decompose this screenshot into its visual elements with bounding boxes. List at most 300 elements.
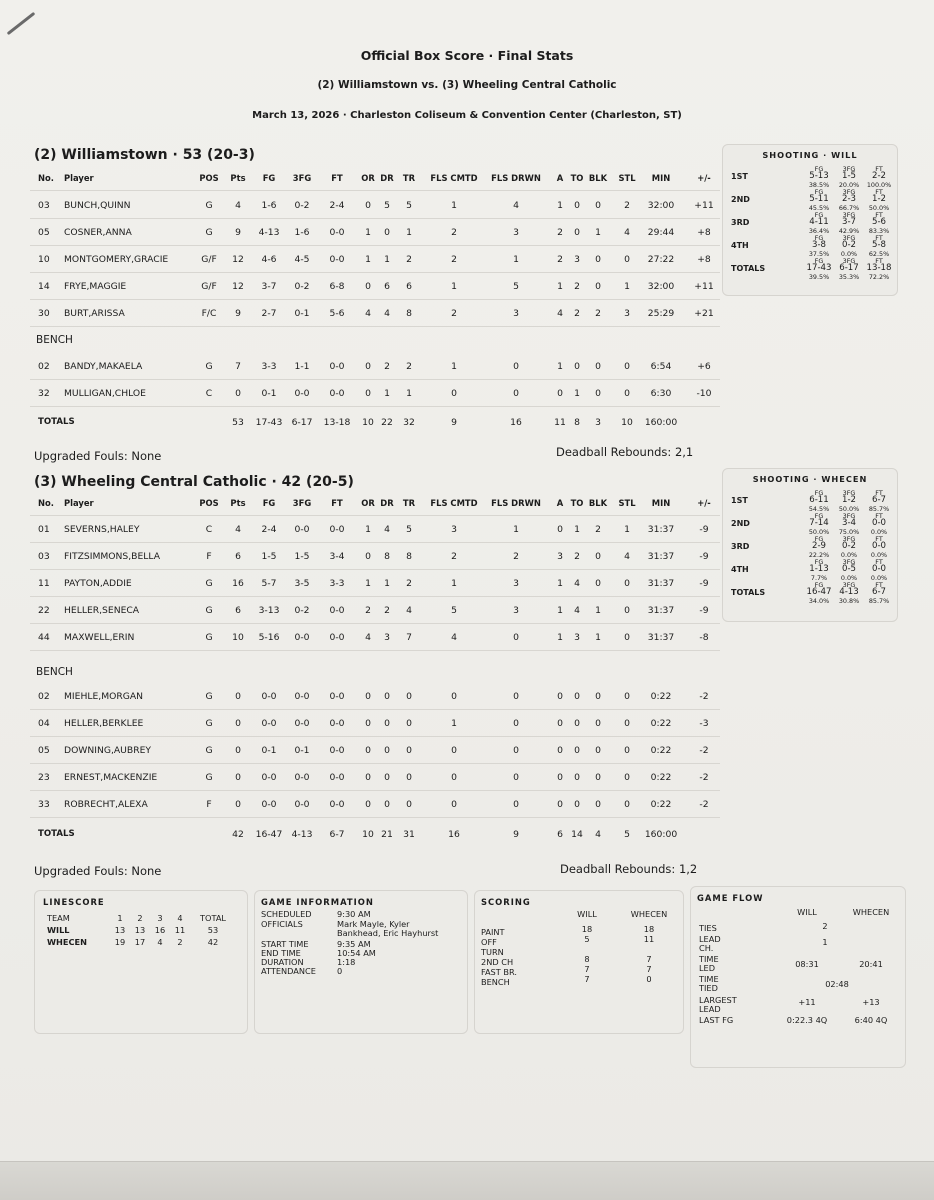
scoring-will-value: 7: [584, 974, 590, 984]
home-starter-row: [30, 247, 720, 273]
away-starter-row-fg: 5-16: [258, 632, 280, 643]
away-col-head-3fg: 3FG: [292, 498, 312, 508]
home-starter-row-fls-drwn: 1: [513, 254, 519, 265]
home-bench-row-3fg: 1-1: [294, 361, 310, 372]
away-bench-row-pos: G: [205, 691, 213, 702]
game-flow-head-whecen: WHECEN: [852, 907, 890, 917]
home-column-header-row: [30, 166, 720, 192]
time-tied-label-2: TIED: [699, 983, 718, 993]
away-col-head-tr: TR: [402, 498, 416, 508]
away-bench-row: [30, 792, 720, 818]
row-divider: [30, 650, 720, 651]
away-starter-row-dr: 2: [384, 605, 390, 616]
away-bench-row-fg: 0-0: [261, 691, 277, 702]
away-shoot-head-ft: FT: [875, 581, 883, 589]
scoring-whecen-value: 11: [643, 934, 655, 944]
home-bench-row: [30, 354, 720, 380]
away-shoot-pct: 54.5%: [808, 505, 830, 513]
away-totals-row-fg: 16-47: [255, 829, 283, 840]
home-shoot-pct: 66.7%: [838, 204, 860, 212]
away-bench-row-min: 0:22: [650, 799, 672, 810]
away-shoot-period-label: 4TH: [731, 565, 749, 574]
home-bench-row-pts: 7: [235, 361, 241, 372]
away-bench-row-pts: 0: [235, 772, 241, 783]
row-divider: [30, 623, 720, 624]
scoring-will-value: 7: [584, 964, 590, 974]
home-totals-row-3fg: 6-17: [291, 417, 313, 428]
home-starter-row-3fg: 1-6: [294, 227, 310, 238]
home-bench-row-to: 0: [574, 361, 580, 372]
page-title: Official Box Score · Final Stats: [360, 48, 574, 63]
home-col-head-pos: POS: [199, 173, 219, 183]
away-shoot-pct: 50.0%: [808, 528, 830, 536]
row-divider: [30, 326, 720, 327]
linescore-whecen-q1: 19: [114, 937, 126, 947]
home-starter-row-blk: 1: [595, 227, 601, 238]
away-bench-row-or: 0: [365, 718, 371, 729]
home-bench-row-a: 0: [557, 388, 563, 399]
home-shoot-pct: 72.2%: [868, 273, 890, 281]
home-bench-row-dr: 1: [384, 388, 390, 399]
linescore-will-q1: 13: [114, 925, 126, 935]
away-col-head-blk: BLK: [588, 498, 608, 508]
away-bench-row-a: 0: [557, 745, 563, 756]
home-col-head-no: No.: [38, 173, 54, 183]
home-starter-row-stl: 4: [624, 227, 630, 238]
away-starter-row-fls-drwn: 1: [513, 524, 519, 535]
away-starter-row-min: 31:37: [647, 578, 675, 589]
home-col-head-stl: STL: [618, 173, 636, 183]
home-bench-row-ft: 0-0: [329, 388, 345, 399]
home-shoot-period-label: 2ND: [731, 195, 750, 204]
home-starter-row-ft: 0-0: [329, 254, 345, 265]
home-bench-row-min: 6:54: [650, 361, 672, 372]
away-totals-row-a: 6: [557, 829, 563, 840]
home-bench-row-to: 1: [574, 388, 580, 399]
away-starter-row-blk: 1: [595, 632, 601, 643]
away-shoot-value: 1-13: [809, 564, 829, 574]
duration-label: DURATION: [261, 957, 304, 967]
away-totals-row-or: 10: [362, 829, 374, 840]
home-starter-row-tr: 5: [406, 200, 412, 211]
away-shoot-value: 6-7: [871, 495, 887, 505]
home-starter-row-min: 29:44: [647, 227, 675, 238]
last-fg-will: 0:22.3 4Q: [786, 1015, 828, 1025]
away-starter-row-stl: 1: [624, 524, 630, 535]
home-deadball-rebounds: Deadball Rebounds: 2,1: [556, 445, 694, 459]
home-shoot-pct: 62.5%: [868, 250, 890, 258]
away-starter-row-min: 31:37: [647, 632, 675, 643]
away-bench-row-fls-cmtd: 0: [451, 745, 457, 756]
home-starter-row-blk: 0: [595, 200, 601, 211]
away-starter-row-fls-drwn: 3: [513, 578, 519, 589]
lead-changes-value: 1: [822, 937, 828, 947]
away-totals-row-to: 14: [571, 829, 583, 840]
home-totals-row-dr: 22: [381, 417, 393, 428]
away-bench-row-or: 0: [365, 691, 371, 702]
scoring-head-whecen: WHECEN: [630, 909, 668, 919]
home-starter-row-or: 0: [365, 200, 371, 211]
home-shoot-head-fg: FG: [814, 234, 824, 242]
away-shoot-value: 16-47: [806, 587, 832, 597]
away-shoot-period-label: 2ND: [731, 519, 750, 528]
scheduled-label: SCHEDULED: [261, 909, 312, 919]
away-bench-row-blk: 0: [595, 799, 601, 810]
scheduled-value: 9:30 AM: [337, 909, 371, 919]
linescore-whecen-q3: 4: [157, 937, 163, 947]
home-bench-row-pos: C: [205, 388, 213, 399]
home-col-head-fls-cmtd: FLS CMTD: [430, 173, 478, 183]
time-led-whecen: 20:41: [859, 959, 883, 969]
home-starter-row-or: 4: [365, 308, 371, 319]
scoring-row-label: 2ND CH: [481, 957, 514, 967]
away-bench-row-fls-drwn: 0: [513, 718, 519, 729]
away-shooting-title: SHOOTING · WHECEN: [752, 474, 868, 484]
home-starter-row-fls-cmtd: 1: [451, 200, 457, 211]
away-shoot-value: 0-0: [871, 541, 887, 551]
duration-value: 1:18: [337, 957, 356, 967]
home-bench-row-pts: 0: [235, 388, 241, 399]
time-tied-value: 02:48: [825, 979, 849, 989]
home-starter-row-dr: 0: [384, 227, 390, 238]
away-starter-row-min: 31:37: [647, 524, 675, 535]
home-bench-row-a: 1: [557, 361, 563, 372]
attendance-label: ATTENDANCE: [261, 966, 316, 976]
away-bench-row-3fg: 0-0: [294, 691, 310, 702]
away-bench-row-fls-cmtd: 0: [451, 691, 457, 702]
row-divider: [30, 218, 720, 219]
away-starter-row-: -9: [699, 578, 709, 589]
away-deadball-rebounds: Deadball Rebounds: 1,2: [560, 862, 698, 876]
home-starter-row-3fg: 0-2: [294, 281, 310, 292]
home-starter-row-blk: 2: [595, 308, 601, 319]
home-starter-row-min: 27:22: [647, 254, 675, 265]
away-starter-row-to: 4: [574, 578, 580, 589]
home-shoot-value: 1-2: [871, 194, 887, 204]
away-starter-row-or: 2: [365, 605, 371, 616]
home-shoot-value: 6-17: [839, 263, 859, 273]
away-bench-row-a: 0: [557, 799, 563, 810]
linescore-whecen-total: 42: [207, 937, 219, 947]
away-starter-row-a: 0: [557, 524, 563, 535]
away-starter-row-: -8: [699, 632, 709, 643]
linescore-head-q2: 2: [137, 913, 143, 923]
away-bench-row-pts: 0: [235, 799, 241, 810]
home-bench-row-blk: 0: [595, 361, 601, 372]
scoring-row-label: BENCH: [481, 977, 510, 987]
away-bench-row-ft: 0-0: [329, 745, 345, 756]
home-starter-row-pts: 9: [235, 308, 241, 319]
date-venue-line: March 13, 2026 · Charleston Coliseum & Convention Center (Charleston, ST): [252, 110, 682, 121]
linescore-whecen-q2: 17: [134, 937, 146, 947]
away-shoot-pct: 0.0%: [870, 551, 888, 559]
away-starter-row-tr: 5: [406, 524, 412, 535]
home-col-head-3fg: 3FG: [292, 173, 312, 183]
away-team-title: (3) Wheeling Central Catholic · 42 (20-5): [34, 474, 354, 490]
home-team-title: (2) Williamstown · 53 (20-3): [34, 147, 255, 163]
home-starter-row-dr: 5: [384, 200, 390, 211]
home-shoot-pct: 36.4%: [808, 227, 830, 235]
away-bench-row-: -2: [699, 745, 709, 756]
away-bench-row-3fg: 0-1: [294, 745, 310, 756]
away-bench-row-stl: 0: [624, 691, 630, 702]
home-starter-row-no: 30: [38, 308, 50, 319]
away-bench-row-pos: G: [205, 772, 213, 783]
away-starter-row-fg: 2-4: [261, 524, 277, 535]
home-starter-row-fls-drwn: 3: [513, 308, 519, 319]
away-bench-row-blk: 0: [595, 718, 601, 729]
row-divider: [30, 515, 720, 516]
away-shoot-value: 2-9: [811, 541, 827, 551]
away-starter-row-player: HELLER,SENECA: [64, 605, 140, 616]
away-shoot-pct: 30.8%: [838, 597, 860, 605]
away-totals-row-fls-cmtd: 16: [448, 829, 460, 840]
away-totals-row-3fg: 4-13: [291, 829, 313, 840]
home-starter-row-player: BUNCH,QUINN: [64, 200, 131, 211]
scoring-will-value: 18: [581, 924, 593, 934]
home-bench-row-stl: 0: [624, 361, 630, 372]
home-starter-row-ft: 2-4: [329, 200, 345, 211]
scoring-will-value: 5: [584, 934, 590, 944]
away-bench-row-dr: 0: [384, 745, 390, 756]
scoring-row-label: TURN: [481, 947, 504, 957]
away-bench-row-fg: 0-0: [261, 718, 277, 729]
home-shoot-pct: 0.0%: [840, 250, 858, 258]
home-shoot-head-3fg: 3FG: [842, 234, 856, 242]
away-starter-row-fls-cmtd: 1: [451, 578, 457, 589]
home-starter-row-tr: 1: [406, 227, 412, 238]
home-starter-row-fls-cmtd: 2: [451, 254, 457, 265]
away-shoot-value: 6-11: [809, 495, 829, 505]
home-starter-row-fls-drwn: 4: [513, 200, 519, 211]
home-shoot-period-label: 3RD: [731, 218, 750, 227]
home-bench-row-pos: G: [205, 361, 213, 372]
linescore-title: LINESCORE: [43, 897, 105, 907]
home-shoot-head-fg: FG: [814, 188, 824, 196]
scoring-whecen-value: 7: [646, 964, 652, 974]
home-totals-row-min: 160:00: [644, 417, 678, 428]
home-totals-row-stl: 10: [621, 417, 633, 428]
home-col-head-player: Player: [64, 173, 94, 183]
away-bench-row-3fg: 0-0: [294, 772, 310, 783]
away-starter-row-: -9: [699, 551, 709, 562]
home-bench-row-tr: 1: [406, 388, 412, 399]
away-starter-row-player: FITZSIMMONS,BELLA: [64, 551, 160, 562]
home-starter-row-blk: 0: [595, 281, 601, 292]
away-col-head-to: TO: [570, 498, 584, 508]
away-starter-row-a: 1: [557, 578, 563, 589]
home-totals-row-or: 10: [362, 417, 374, 428]
row-divider: [30, 190, 720, 191]
away-starter-row-or: 1: [365, 578, 371, 589]
away-starter-row-fls-drwn: 3: [513, 605, 519, 616]
game-flow-title: GAME FLOW: [697, 893, 764, 903]
away-bench-row-or: 0: [365, 772, 371, 783]
away-starter-row: [30, 598, 720, 624]
home-shoot-value: 3-7: [841, 217, 857, 227]
home-col-head-a: A: [556, 173, 564, 183]
away-bench-row-dr: 0: [384, 799, 390, 810]
home-starter-row-pos: G: [205, 200, 213, 211]
home-col-head-dr: DR: [380, 173, 394, 183]
away-bench-row-blk: 0: [595, 772, 601, 783]
away-shoot-pct: 0.0%: [840, 574, 858, 582]
away-starter-row-pos: G: [205, 578, 213, 589]
away-starter-row-pos: G: [205, 632, 213, 643]
away-shoot-head-fg: FG: [814, 489, 824, 497]
home-starter-row-pos: F/C: [201, 308, 217, 319]
away-bench-row-ft: 0-0: [329, 691, 345, 702]
away-starter-row-fls-drwn: 2: [513, 551, 519, 562]
away-totals-label: TOTALS: [38, 829, 75, 839]
home-col-head-fls-drwn: FLS DRWN: [491, 173, 541, 183]
away-shoot-pct: 85.7%: [868, 505, 890, 513]
attendance-value: 0: [337, 966, 343, 976]
row-divider: [30, 299, 720, 300]
home-starter-row-to: 3: [574, 254, 580, 265]
home-totals-row: [30, 410, 720, 436]
home-shoot-value: 4-11: [809, 217, 829, 227]
home-starter-row-player: MONTGOMERY,GRACIE: [64, 254, 169, 265]
away-starter-row-dr: 1: [384, 578, 390, 589]
away-bench-row-pos: G: [205, 718, 213, 729]
home-shoot-pct: 37.5%: [808, 250, 830, 258]
home-starter-row-pts: 12: [232, 254, 244, 265]
away-totals-row-stl: 5: [624, 829, 630, 840]
away-shoot-value: 0-0: [871, 518, 887, 528]
largest-lead-label-1: LARGEST: [699, 995, 737, 1005]
time-led-will: 08:31: [795, 959, 819, 969]
officials-value-1: Mark Mayle, Kyler: [337, 919, 410, 929]
away-starter-row: [30, 544, 720, 570]
away-starter-row-dr: 3: [384, 632, 390, 643]
away-shoot-value: 0-5: [841, 564, 857, 574]
away-starter-row-fg: 1-5: [261, 551, 277, 562]
home-starter-row-fls-cmtd: 2: [451, 308, 457, 319]
home-starter-row-fg: 4-13: [258, 227, 280, 238]
away-starter-row-dr: 4: [384, 524, 390, 535]
home-bench-row-dr: 2: [384, 361, 390, 372]
away-shoot-value: 6-7: [871, 587, 887, 597]
away-bench-row-tr: 0: [406, 799, 412, 810]
home-shoot-head-fg: FG: [814, 257, 824, 265]
away-shoot-pct: 85.7%: [868, 597, 890, 605]
away-shoot-head-3fg: 3FG: [842, 535, 856, 543]
home-starter-row-a: 1: [557, 281, 563, 292]
away-bench-row-pts: 0: [235, 745, 241, 756]
home-bench-row-: -10: [696, 388, 712, 399]
home-starter-row-a: 2: [557, 227, 563, 238]
home-starter-row-: +8: [697, 254, 711, 265]
scoring-title: SCORING: [481, 897, 531, 907]
away-shoot-head-fg: FG: [814, 512, 824, 520]
away-totals-row-pts: 42: [232, 829, 244, 840]
away-starter-row-blk: 0: [595, 578, 601, 589]
home-shooting-title: SHOOTING · WILL: [762, 150, 858, 160]
away-shoot-value: 1-2: [841, 495, 857, 505]
row-divider: [30, 709, 720, 710]
away-bench-row-3fg: 0-0: [294, 718, 310, 729]
home-starter-row-fls-drwn: 3: [513, 227, 519, 238]
home-shoot-value: 5-13: [809, 171, 829, 181]
away-shoot-head-ft: FT: [875, 512, 883, 520]
away-bench-row-player: ERNEST,MACKENZIE: [64, 772, 158, 783]
home-shoot-head-3fg: 3FG: [842, 188, 856, 196]
home-shoot-value: 3-8: [811, 240, 827, 250]
home-starter-row-pts: 9: [235, 227, 241, 238]
away-bench-row-min: 0:22: [650, 745, 672, 756]
home-starter-row-a: 2: [557, 254, 563, 265]
away-starter-row-fls-drwn: 0: [513, 632, 519, 643]
away-bench-row: [30, 765, 720, 791]
away-bench-row-: -2: [699, 691, 709, 702]
away-bench-row-stl: 0: [624, 718, 630, 729]
away-starter-row-pos: F: [206, 551, 212, 562]
away-totals-row-fls-drwn: 9: [513, 829, 519, 840]
home-starter-row-tr: 2: [406, 254, 412, 265]
away-starter-row-fg: 3-13: [258, 605, 280, 616]
away-shoot-pct: 22.2%: [808, 551, 830, 559]
home-col-head-ft: FT: [331, 173, 343, 183]
largest-lead-will: +11: [798, 997, 816, 1007]
lead-changes-label-2: CH.: [699, 943, 714, 953]
game-flow-head-will: WILL: [797, 907, 817, 917]
home-starter-row: [30, 274, 720, 300]
away-bench-row-player: MIEHLE,MORGAN: [64, 691, 144, 702]
away-shoot-pct: 0.0%: [870, 574, 888, 582]
away-col-head-player: Player: [64, 498, 94, 508]
away-bench-row-to: 0: [574, 799, 580, 810]
home-shoot-value: 0-2: [841, 240, 857, 250]
away-starter-row-pts: 6: [235, 551, 241, 562]
away-starter-row-ft: 3-3: [329, 578, 345, 589]
away-shoot-head-ft: FT: [875, 489, 883, 497]
home-bench-row-min: 6:30: [650, 388, 672, 399]
home-bench-row-fg: 0-1: [261, 388, 277, 399]
row-divider: [30, 596, 720, 597]
home-starter-row-stl: 2: [624, 200, 630, 211]
away-shoot-head-ft: FT: [875, 558, 883, 566]
row-divider: [30, 569, 720, 570]
home-starter-row-player: FRYE,MAGGIE: [64, 281, 127, 292]
home-shoot-value: 2-2: [871, 171, 887, 181]
home-starter-row-min: 32:00: [647, 200, 675, 211]
away-bench-row-: -2: [699, 799, 709, 810]
home-starter-row-player: COSNER,ANNA: [64, 227, 132, 238]
away-totals-row-ft: 6-7: [329, 829, 345, 840]
away-col-head-pts: Pts: [230, 498, 246, 508]
home-starter-row-3fg: 0-1: [294, 308, 310, 319]
away-starter-row: [30, 571, 720, 597]
away-shoot-value: 0-0: [871, 564, 887, 574]
home-starter-row-stl: 0: [624, 254, 630, 265]
home-shoot-pct: 45.5%: [808, 204, 830, 212]
ties-value: 2: [822, 921, 828, 931]
home-shoot-head-ft: FT: [875, 234, 883, 242]
row-divider: [30, 406, 720, 407]
away-shoot-period-label: 3RD: [731, 542, 750, 551]
home-starter-row-player: BURT,ARISSA: [64, 308, 125, 319]
away-bench-row-: -3: [699, 718, 709, 729]
away-bench-row: [30, 738, 720, 764]
home-totals-row-fls-cmtd: 9: [451, 417, 457, 428]
away-bench-row-or: 0: [365, 745, 371, 756]
away-starter-row-tr: 2: [406, 578, 412, 589]
away-starter-row-to: 2: [574, 551, 580, 562]
home-shoot-pct: 100.0%: [866, 181, 892, 189]
away-starter-row-pts: 4: [235, 524, 241, 535]
away-starter-row-dr: 8: [384, 551, 390, 562]
